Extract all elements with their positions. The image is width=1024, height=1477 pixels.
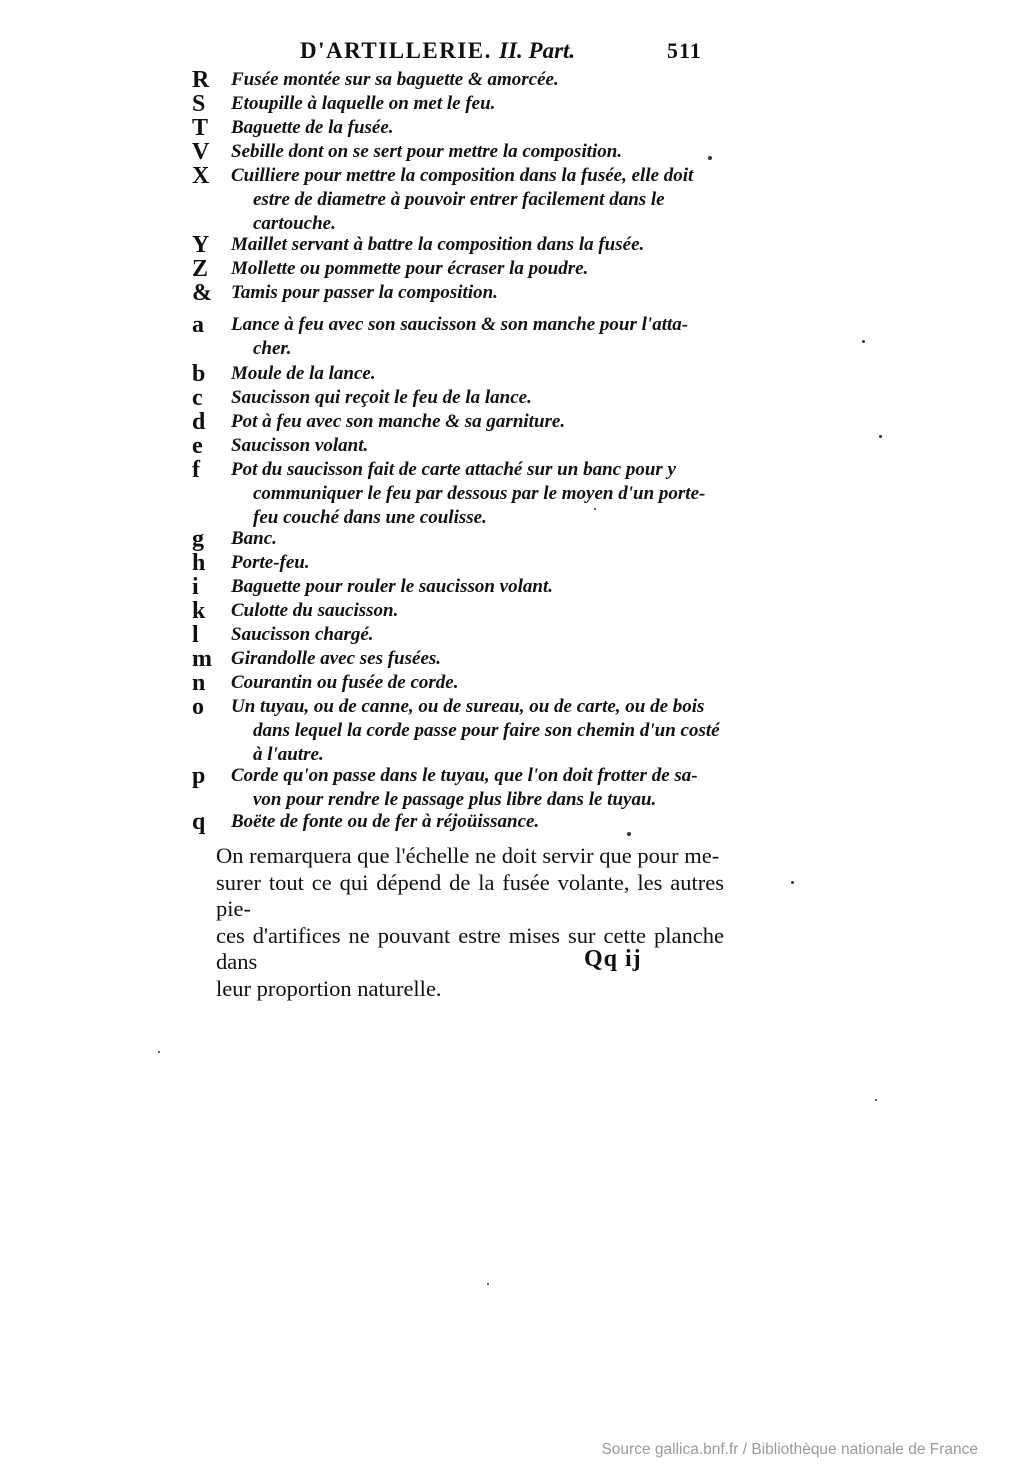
legend-key: i [192,574,199,600]
legend-key: p [192,763,206,789]
legend-description-line: feu couché dans une coulisse. [253,507,487,528]
legend-description-line: Porte-feu. [231,552,310,573]
legend-key: l [192,622,199,648]
legend-key: V [192,139,210,165]
page-number: 511 [667,38,702,63]
legend-key: d [192,409,206,435]
legend-key: b [192,361,206,387]
legend-description [231,116,721,140]
legend-description-line: Etoupille à laquelle on met le feu. [231,93,496,114]
running-title-part: II. Part. [499,38,576,63]
legend-description [231,671,721,695]
running-title [300,38,575,64]
legend-description-line: Tamis pour passer la composition. [231,282,498,303]
legend-description-line: Pot à feu avec son manche & sa garniture. [231,411,566,432]
legend-description [231,410,721,434]
legend-description-line: Courantin ou fusée de corde. [231,672,459,693]
scan-speck [627,832,631,836]
legend-description [231,458,721,530]
legend-key: Y [192,232,210,258]
scan-speck [879,435,882,438]
legend-description [231,695,721,767]
legend-description-line: Un tuyau, ou de canne, ou de sureau, ou de carte, ou de bois [231,696,705,717]
scan-speck [158,1051,160,1053]
legend-description-line: Baguette de la fusée. [231,117,394,138]
legend-description [231,92,721,116]
legend-description-line: Sebille dont on se sert pour mettre la composition. [231,141,623,162]
legend-key: g [192,526,204,552]
legend-description-line: Saucisson chargé. [231,624,374,645]
legend-description-line: à l'autre. [253,744,324,765]
legend-description [231,434,721,458]
running-title-text: D'ARTILLERIE. [300,38,492,63]
legend-description-line: Pot du saucisson fait de carte attaché sur un banc pour y [231,459,676,480]
legend-description-line: Saucisson volant. [231,435,369,456]
legend-description-line: Maillet servant à battre la composition dans la fusée. [231,234,645,255]
legend-key: e [192,433,203,459]
legend-description-line: Mollette ou pommette pour écraser la poudre. [231,258,589,279]
legend-key: k [192,598,206,624]
legend-key: a [192,312,204,338]
signature-mark: Qq ij [584,946,642,972]
legend-key: T [192,115,209,141]
legend-description-line: Boëte de fonte ou de fer à réjoüissance. [231,811,540,832]
scan-speck [875,1099,877,1101]
legend-key: q [192,809,206,835]
legend-description-line: von pour rendre le passage plus libre dans le tuyau. [253,789,657,810]
legend-description-line: communiquer le feu par dessous par le moyen d'un porte- [253,483,706,504]
legend-description-line: Culotte du saucisson. [231,600,399,621]
legend-description-line: Banc. [231,528,277,549]
scan-speck [791,881,794,884]
legend-description [231,623,721,647]
legend-description-line: cartouche. [253,213,336,234]
source-credit: Source gallica.bnf.fr / Bibliothèque nationale de France [601,1441,978,1458]
page-header [300,36,720,66]
legend-description-line: dans lequel la corde passe pour faire son chemin d'un costé [253,720,720,741]
scale-note-line: surer tout ce qui dépend de la fusée volante, les autres pie- [216,869,724,921]
legend-key: X [192,163,210,189]
scan-speck [708,156,712,160]
legend-description-line: Cuilliere pour mettre la composition dans la fusée, elle doit [231,165,694,186]
legend-key: h [192,550,206,576]
legend-key: f [192,457,200,483]
legend-description-line: Girandolle avec ses fusées. [231,648,442,669]
scale-note-line: leur proportion naturelle. [216,975,442,1001]
scan-speck [594,508,596,510]
scan-speck [862,340,865,343]
legend-description-line: Fusée montée sur sa baguette & amorcée. [231,69,559,90]
legend-description-line: Corde qu'on passe dans le tuyau, que l'on doit frotter de sa- [231,765,698,786]
legend-key: Z [192,256,209,282]
legend-description-line: Lance à feu avec son saucisson & son manche pour l'atta- [231,314,689,335]
legend-description [231,551,721,575]
legend-key: & [192,280,212,306]
legend-key: m [192,646,212,672]
legend-description [231,68,721,92]
legend-description-line: cher. [253,338,292,359]
legend-description [231,386,721,410]
legend-description [231,140,721,164]
legend-description [231,257,721,281]
scale-note [216,843,724,1002]
legend-description [231,647,721,671]
legend-description [231,362,721,386]
legend-key: n [192,670,206,696]
legend-key: R [192,67,210,93]
legend-description [231,764,721,812]
legend-key: o [192,694,204,720]
scan-speck [487,1283,489,1285]
legend-description [231,527,721,551]
legend-description-line: Baguette pour rouler le saucisson volant. [231,576,553,597]
legend-description [231,575,721,599]
legend-description-line: estre de diametre à pouvoir entrer facilement dans le [253,189,665,210]
legend-description [231,233,721,257]
legend-description [231,281,721,305]
legend-description [231,810,721,834]
scale-note-line: On remarquera que l'échelle ne doit servir que pour me- [216,843,720,868]
legend-description [231,164,721,236]
scale-note-line: ces d'artifices ne pouvant estre mises sur cette planche dans [216,922,724,974]
legend-description-line: Moule de la lance. [231,363,376,384]
legend-description-line: Saucisson qui reçoit le feu de la lance. [231,387,532,408]
legend-description [231,599,721,623]
legend-key: S [192,91,206,117]
legend-key: c [192,385,203,411]
legend-description [231,313,721,361]
